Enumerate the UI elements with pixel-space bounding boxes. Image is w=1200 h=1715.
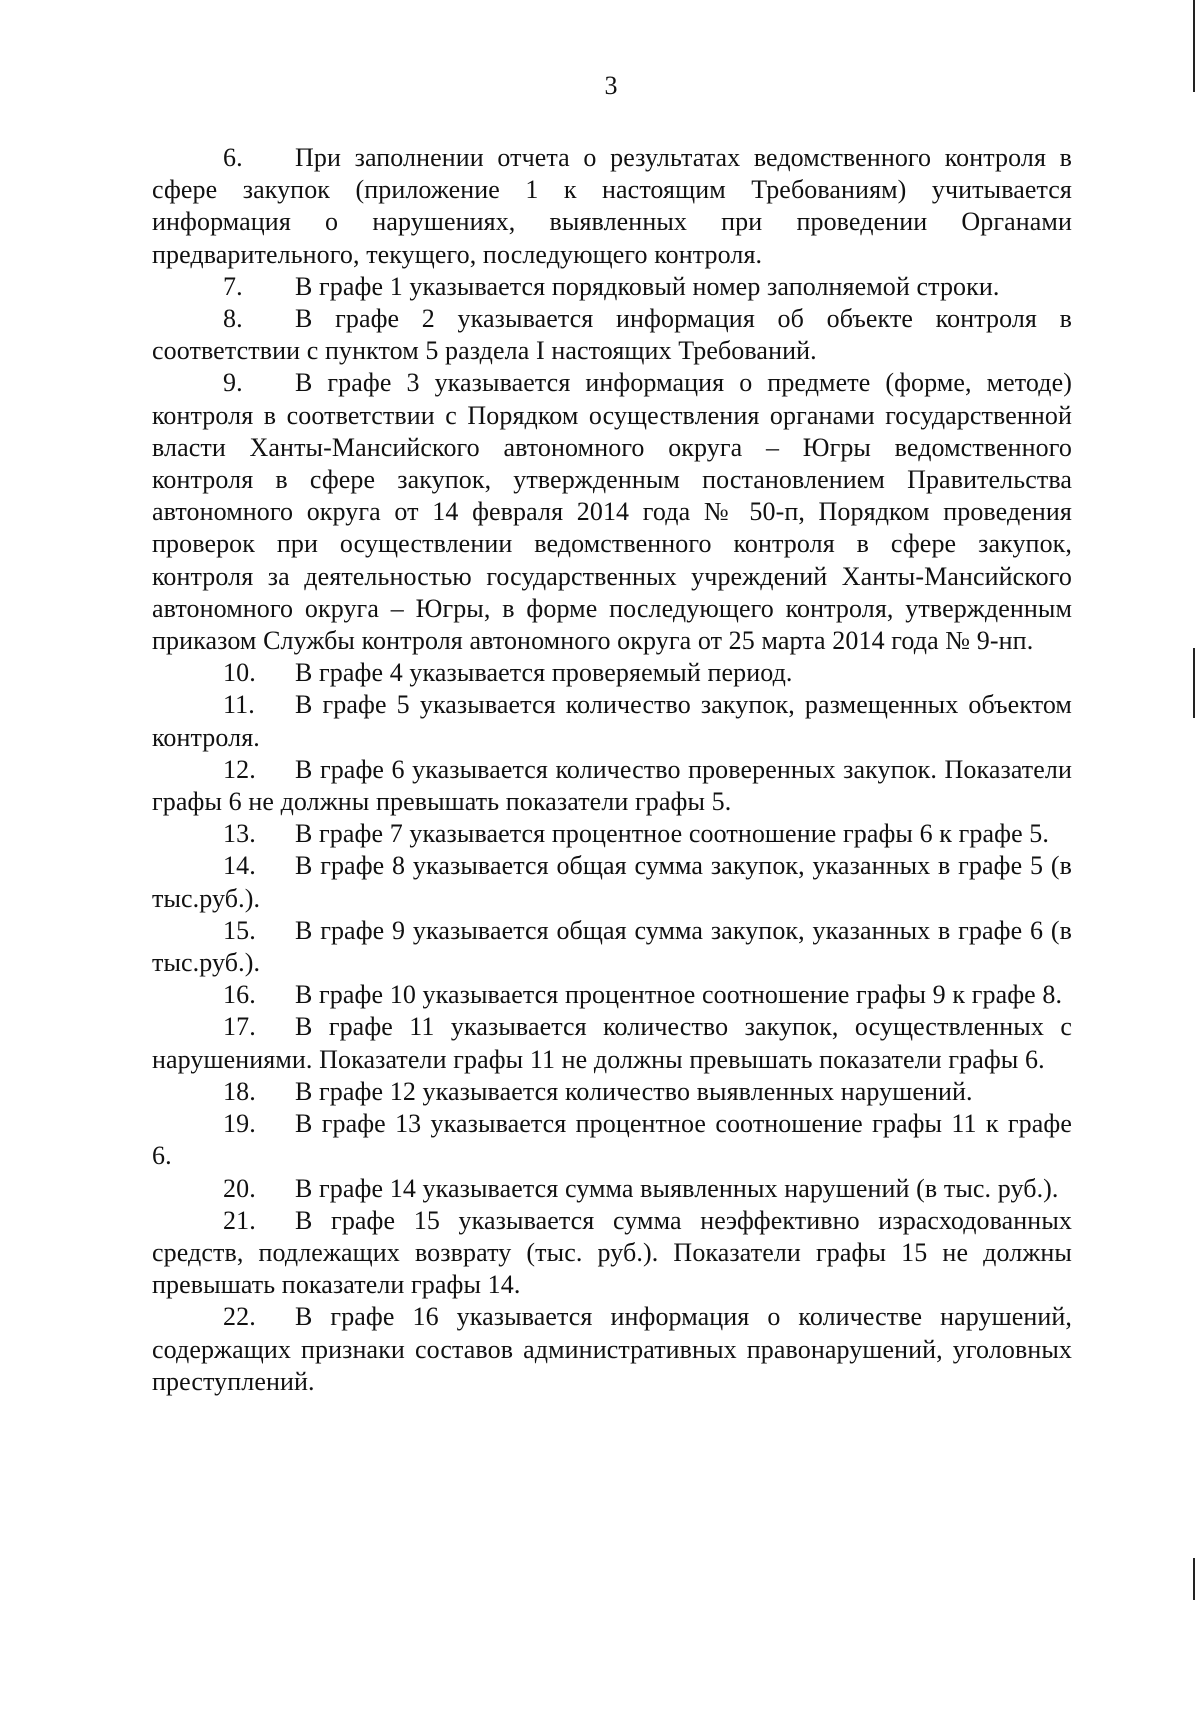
item-text: В графе 16 указывается информация о количестве нарушений, содержащих признаки составов административных правонарушений, уголовных преступлений. — [152, 1302, 1072, 1396]
item-text: В графе 9 указывается общая сумма закупок, указанных в графе 6 (в тыс.руб.). — [152, 915, 1072, 978]
item-number: 8. — [223, 304, 243, 334]
item-number: 20. — [223, 1173, 256, 1203]
item-number: 21. — [223, 1205, 256, 1235]
item-text: В графе 3 указывается информация о предмете (форме, методе) контроля в соответствии с Порядком осуществления органами государственной власти Ханты-Мансийского автономного округа – Югры ведомственного контроля в сфере закупок, утвержденным постановлением Правительства автономного округа от 14 февраля 2014 года № 50-п, Порядком проведения проверок при осуществлении ведомственного контроля в сфере закупок, контроля за деятельностью государственных учреждений Ханты-Мансийского автономного округа – Югры, в форме последующего контроля, утвержденным приказом Службы контроля автономного округа от 25 марта 2014 года № 9-нп. — [152, 368, 1072, 656]
item-text: В графе 8 указывается общая сумма закупок, указанных в графе 5 (в тыс.руб.). — [152, 851, 1072, 913]
item-text: В графе 10 указывается процентное соотношение графы 9 к графе 8. — [295, 980, 1063, 1010]
item-number: 10. — [223, 658, 256, 688]
item-text: В графе 5 указывается количество закупок, размещенных объектом контроля. — [152, 690, 1072, 752]
paragraph-16 — [152, 979, 1072, 1011]
item-number: 7. — [223, 271, 243, 301]
item-number: 17. — [223, 1012, 256, 1042]
paragraph-19 — [152, 1108, 1072, 1172]
paragraph-9 — [152, 367, 1072, 657]
page-number: 3 — [604, 71, 618, 100]
item-text: В графе 12 указывается количество выявленных нарушений. — [295, 1076, 973, 1106]
item-text: При заполнении отчета о результатах ведомственного контроля в сфере закупок (приложение 1 к настоящим Требованиям) учитывается информация о нарушениях, выявленных при проведении Органами предварительного, текущего, последующего контроля. — [152, 143, 1072, 269]
item-number: 16. — [223, 980, 256, 1010]
item-number: 13. — [223, 819, 256, 849]
scan-edge-mark-top — [1193, 0, 1195, 92]
item-text: В графе 6 указывается количество проверенных закупок. Показатели графы 6 не должны превышать показатели графы 5. — [152, 754, 1072, 817]
document-body — [152, 142, 1072, 1398]
item-text: В графе 7 указывается процентное соотношение графы 6 к графе 5. — [295, 819, 1050, 849]
paragraph-12 — [152, 754, 1072, 818]
paragraph-10 — [152, 657, 1072, 689]
paragraph-14 — [152, 850, 1072, 914]
paragraph-7 — [152, 271, 1072, 303]
item-number: 22. — [223, 1302, 256, 1332]
item-number: 9. — [223, 368, 243, 398]
item-text: В графе 13 указывается процентное соотношение графы 11 к графе 6. — [152, 1109, 1072, 1171]
item-text: В графе 15 указывается сумма неэффективно израсходованных средств, подлежащих возврату (тыс. руб.). Показатели графы 15 не должны превышать показатели графы 14. — [152, 1205, 1072, 1300]
paragraph-6 — [152, 142, 1072, 271]
item-number: 18. — [223, 1076, 256, 1106]
item-number: 12. — [223, 754, 256, 784]
item-number: 15. — [223, 915, 256, 945]
item-number: 14. — [223, 851, 256, 881]
scan-edge-mark-bottom — [1193, 1558, 1195, 1600]
paragraph-17 — [152, 1011, 1072, 1075]
item-text: В графе 1 указывается порядковый номер заполняемой строки. — [295, 271, 1000, 301]
item-text: В графе 4 указывается проверяемый период. — [295, 658, 793, 688]
item-text: В графе 14 указывается сумма выявленных нарушений (в тыс. руб.). — [295, 1173, 1059, 1203]
item-number: 19. — [223, 1109, 256, 1139]
item-text: В графе 2 указывается информация об объекте контроля в соответствии с пунктом 5 раздела I настоящих Требований. — [152, 304, 1072, 366]
paragraph-20 — [152, 1173, 1072, 1205]
paragraph-11 — [152, 689, 1072, 753]
paragraph-15 — [152, 915, 1072, 979]
paragraph-13 — [152, 818, 1072, 850]
paragraph-18 — [152, 1076, 1072, 1108]
item-text: В графе 11 указывается количество закупок, осуществленных с нарушениями. Показатели графы 11 не должны превышать показатели графы 6. — [152, 1012, 1072, 1074]
item-number: 11. — [223, 690, 255, 720]
paragraph-21 — [152, 1205, 1072, 1302]
paragraph-8 — [152, 303, 1072, 367]
item-number: 6. — [223, 143, 243, 172]
paragraph-22 — [152, 1301, 1072, 1398]
scan-edge-mark-middle — [1193, 648, 1195, 718]
